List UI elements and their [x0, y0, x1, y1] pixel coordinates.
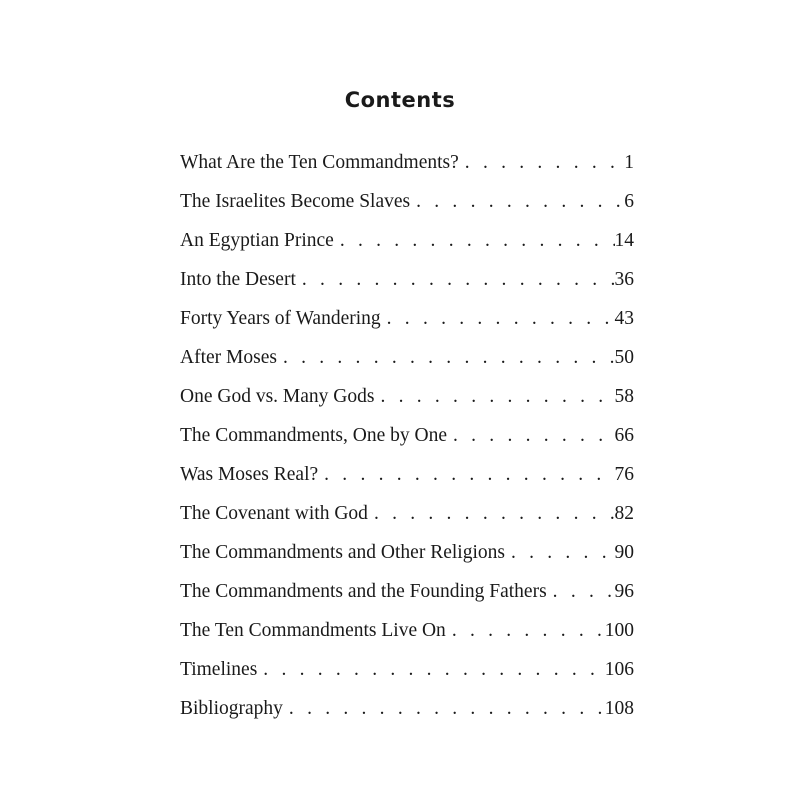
dot-leader [410, 191, 624, 213]
toc-entry [180, 464, 634, 503]
dot-leader [368, 503, 615, 525]
dot-leader [277, 347, 615, 369]
table-of-contents [180, 152, 634, 737]
toc-entry-title: The Commandments, One by One [180, 425, 447, 446]
toc-entry-title: Forty Years of Wandering [180, 308, 381, 329]
dot-leader [318, 464, 614, 486]
toc-entry-page-number: 14 [614, 230, 634, 251]
toc-entry [180, 659, 634, 698]
toc-entry-title: Was Moses Real? [180, 464, 319, 485]
toc-entry-title: Into the Desert [180, 269, 296, 290]
toc-entry-page-number: 58 [614, 386, 634, 407]
toc-entry [180, 386, 634, 425]
toc-entry-page-number: 106 [604, 659, 634, 680]
page-title: Contents [344, 88, 456, 112]
toc-entry [180, 503, 634, 542]
dot-leader [257, 659, 604, 681]
toc-entry [180, 581, 634, 620]
toc-entry-page-number: 76 [614, 464, 634, 485]
dot-leader [374, 386, 614, 408]
toc-entry-title: Bibliography [180, 698, 283, 719]
toc-entry-page-number: 43 [614, 308, 634, 329]
toc-entry-title: After Moses [180, 347, 277, 368]
toc-entry [180, 269, 634, 308]
toc-entry-title: Timelines [180, 659, 258, 680]
toc-entry-title: The Commandments and the Founding Fathers [180, 581, 547, 602]
toc-entry-page-number: 90 [614, 542, 634, 563]
toc-entry-title: An Egyptian Prince [180, 230, 334, 251]
toc-entry [180, 152, 634, 191]
dot-leader [381, 308, 615, 330]
toc-entry-title: The Covenant with God [180, 503, 368, 524]
toc-entry [180, 425, 634, 464]
toc-entry [180, 698, 634, 737]
dot-leader [447, 425, 615, 447]
toc-entry-page-number: 50 [614, 347, 634, 368]
toc-entry-title: What Are the Ten Commandments? [180, 152, 459, 173]
dot-leader [459, 152, 624, 174]
toc-entry [180, 620, 634, 659]
dot-leader [505, 542, 615, 564]
dot-leader [296, 269, 615, 291]
toc-entry-page-number: 108 [604, 698, 634, 719]
toc-entry-page-number: 6 [624, 191, 634, 212]
dot-leader [446, 620, 605, 642]
toc-entry-page-number: 36 [614, 269, 634, 290]
toc-entry-title: The Commandments and Other Religions [180, 542, 505, 563]
toc-entry-page-number: 82 [614, 503, 634, 524]
dot-leader [547, 581, 615, 603]
toc-entry [180, 308, 634, 347]
toc-entry-page-number: 96 [614, 581, 634, 602]
toc-entry [180, 542, 634, 581]
toc-entry-title: The Israelites Become Slaves [180, 191, 411, 212]
toc-entry-page-number: 66 [614, 425, 634, 446]
toc-entry-page-number: 1 [624, 152, 634, 173]
toc-entry-title: The Ten Commandments Live On [180, 620, 446, 641]
dot-leader [283, 698, 605, 720]
dot-leader [334, 230, 615, 252]
toc-entry [180, 230, 634, 269]
toc-entry [180, 347, 634, 386]
toc-entry-title: One God vs. Many Gods [180, 386, 375, 407]
toc-entry [180, 191, 634, 230]
toc-entry-page-number: 100 [604, 620, 634, 641]
